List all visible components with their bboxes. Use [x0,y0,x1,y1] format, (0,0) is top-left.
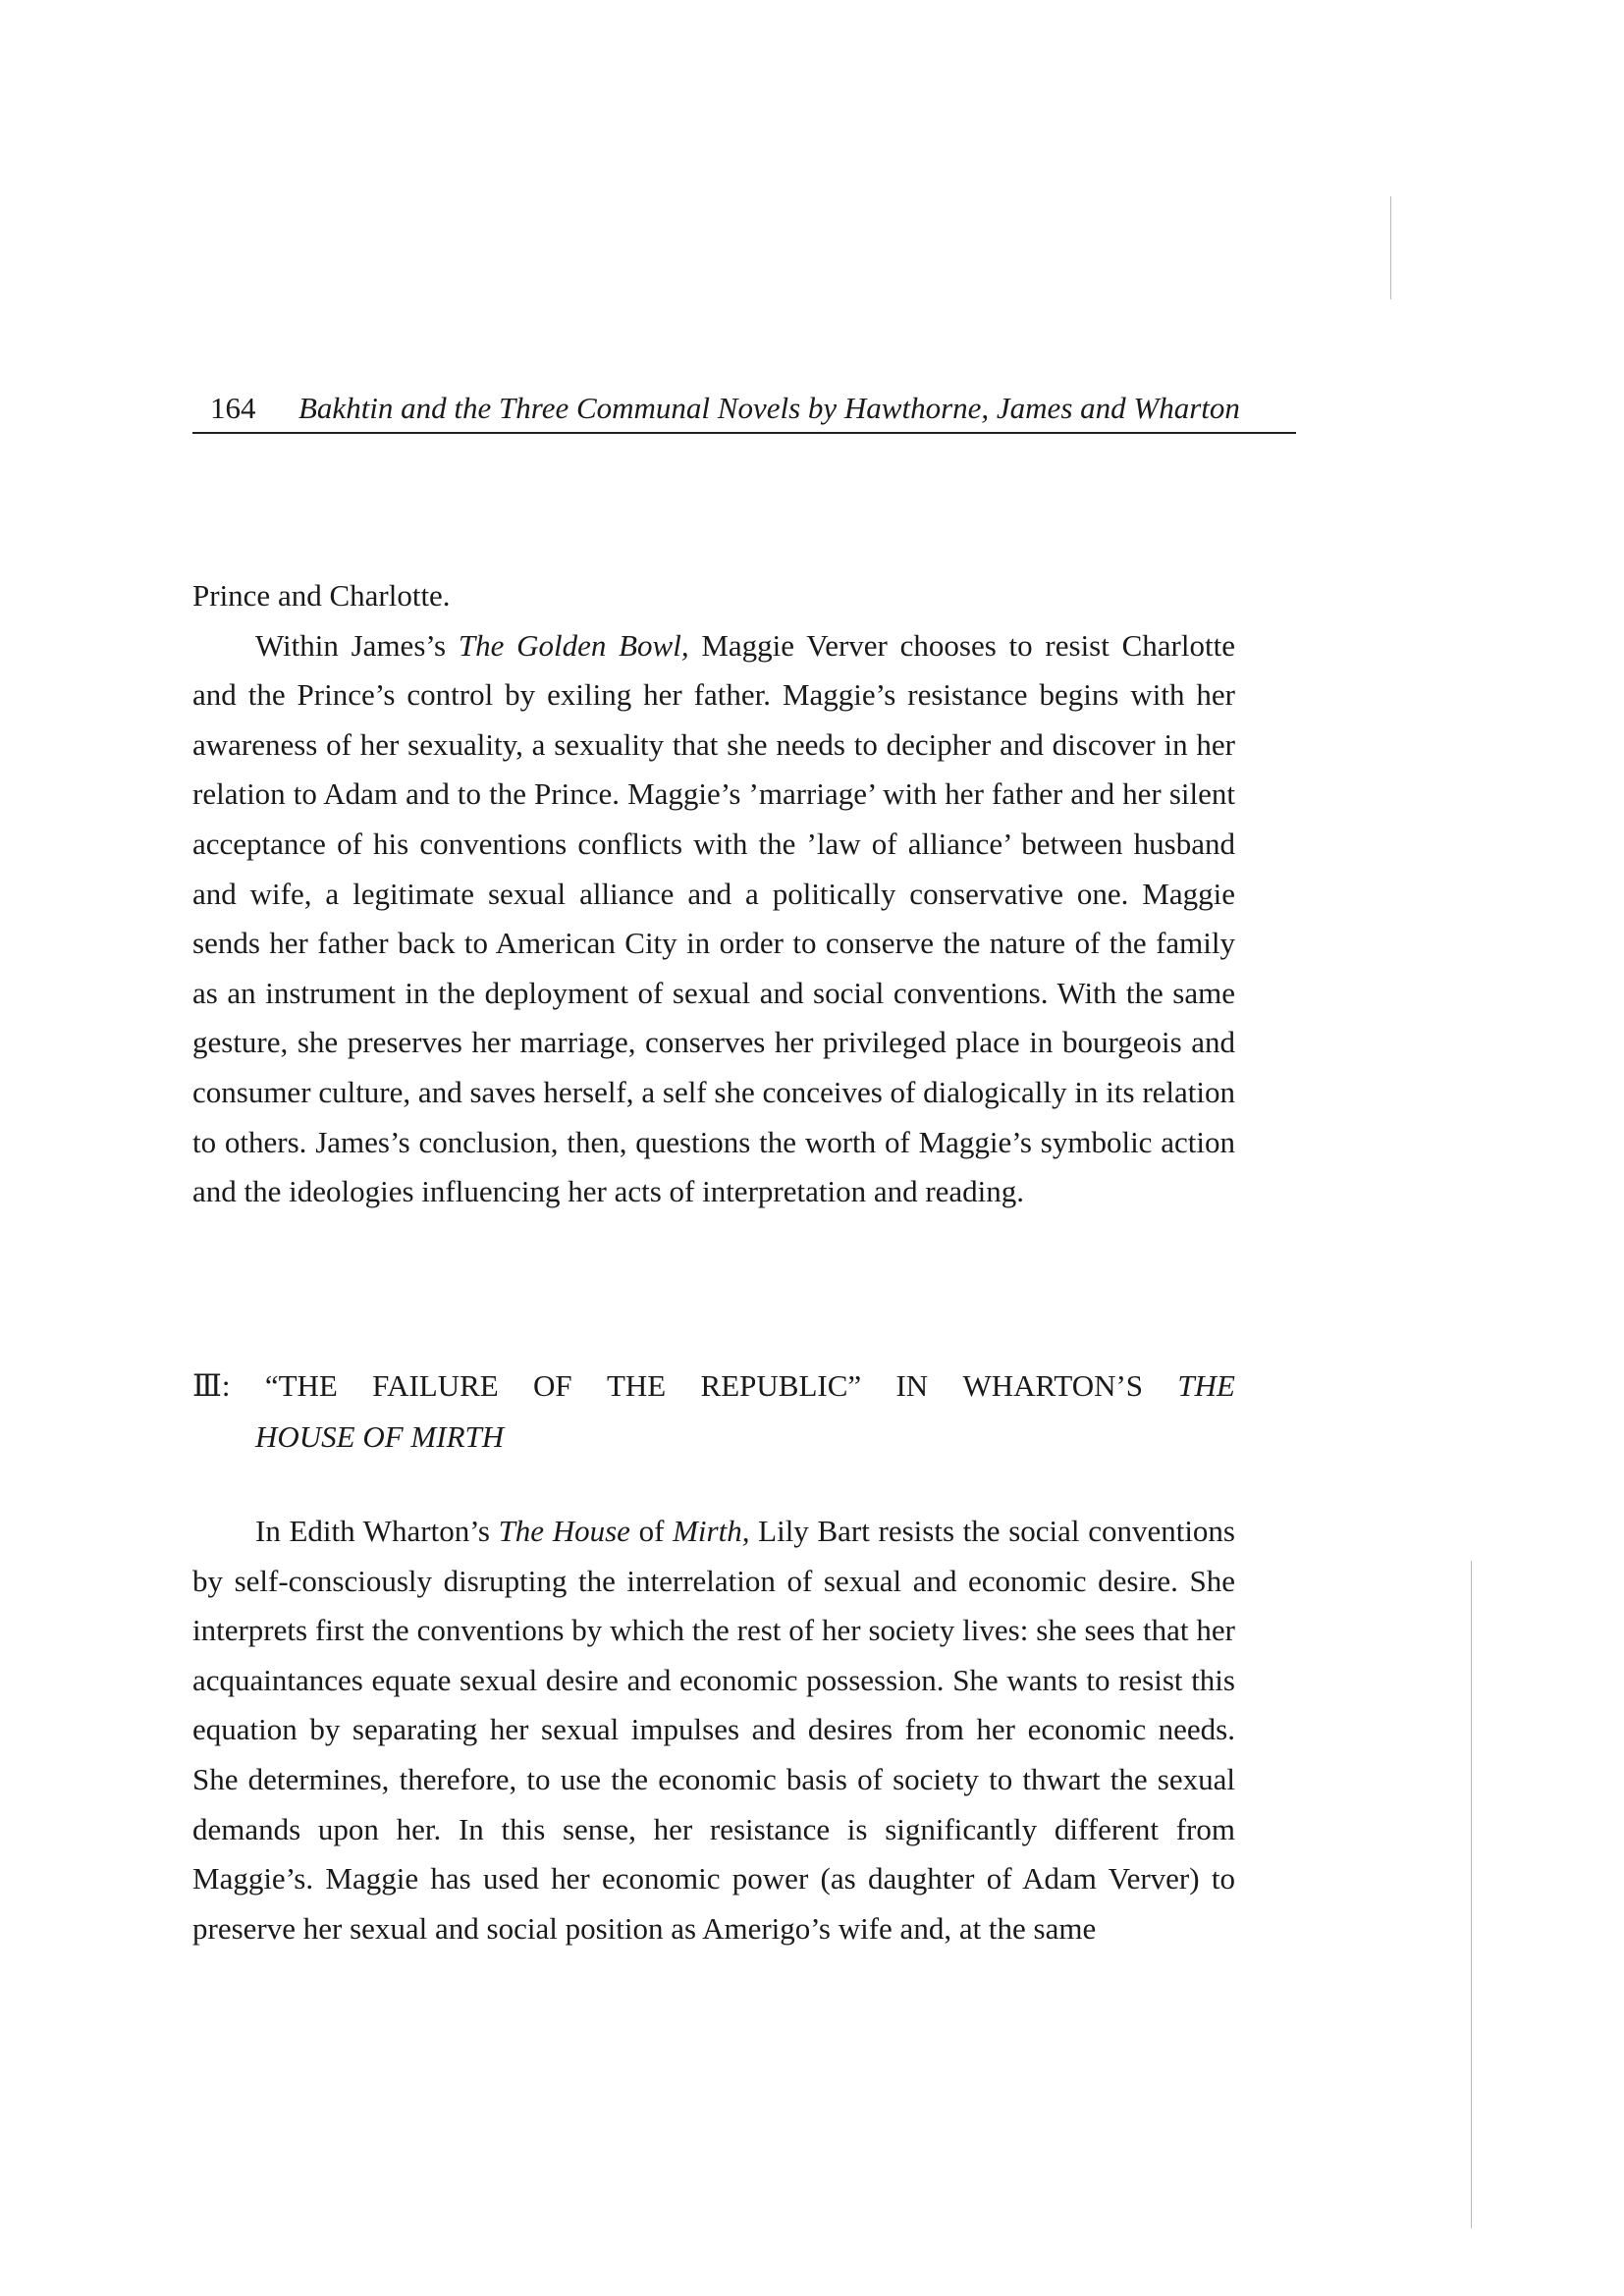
book-title-part-1: The House [498,1514,630,1548]
running-title: Bakhtin and the Three Communal Novels by Hawthorne, James and Wharton [298,391,1240,425]
heading-word: THE [606,1368,667,1403]
scan-artifact-right [1471,1561,1472,2228]
scan-artifact-top [1390,196,1391,299]
section-numeral: Ⅲ: [192,1368,231,1403]
golden-bowl-paragraph [192,621,1235,1217]
page-number: 164 [210,391,256,425]
heading-word: “THE [264,1368,338,1403]
heading-word: IN [895,1368,929,1403]
paragraph-lead: In Edith Wharton’s [255,1514,499,1548]
paragraph-body: Maggie Verver chooses to resist Charlotte and the Prince’s control by exiling her father. Maggie’s resistance begins with her awareness of her sexuality, a sexuality that she needs to decipher and discover in her relation to Adam and to the Prince. Maggie’s ’marriage’ with her father and her silent acceptance of his conventions conflicts with the ’law of alliance’ between husband and wife, a legitimate sexual alliance and a politically conservative one. Maggie sends her father back to American City in order to conserve the nature of the family as an instrument in the deployment of sexual and social conventions. With the same gesture, she preserves her marriage, conserves her privileged place in bourgeois and consumer culture, and saves herself, a self she conceives of dialogically in its relation to others. James’s conclusion, then, questions the worth of Maggie’s symbolic action and the ideologies influencing her acts of interpretation and reading. [192,627,1235,1209]
continuation-line: Prince and Charlotte. [192,578,451,613]
heading-word-italic: THE [1177,1368,1235,1403]
section-1-text [192,571,1235,1217]
section-heading-line-2: HOUSE OF MIRTH [255,1419,505,1454]
section-heading-line-1 [192,1361,1235,1412]
section-2-text [192,1507,1235,1953]
heading-word: WHARTON’S [962,1368,1144,1403]
heading-word: FAILURE [372,1368,499,1403]
heading-word: OF [533,1368,572,1403]
paragraph-lead: Within James’s [255,627,459,663]
section-heading [192,1361,1235,1463]
paragraph-body: Lily Bart resists the social conventions by self-consciously disrupting the interrelation of sexual and economic desire. She interprets first the conventions by which the rest of her society lives: she sees that her acquaintances equate sexual desire and economic possession. She wants to resist this equation by separating her sexual impulses and desires from her economic needs. She determines, therefore, to use the economic basis of society to thwart the sexual demands upon her. In this sense, her resistance is significantly different from Maggie’s. Maggie has used her economic power (as daughter of Adam Verver) to preserve her sexual and social position as Amerigo’s wife and, at the same [192,1514,1235,1946]
heading-word: REPUBLIC” [700,1368,862,1403]
book-title-part-2: Mirth, [673,1514,750,1548]
running-head [192,389,1296,434]
book-title-of: of [629,1514,674,1548]
house-of-mirth-paragraph [192,1507,1235,1953]
book-title-golden-bowl: The Golden Bowl, [458,627,689,663]
